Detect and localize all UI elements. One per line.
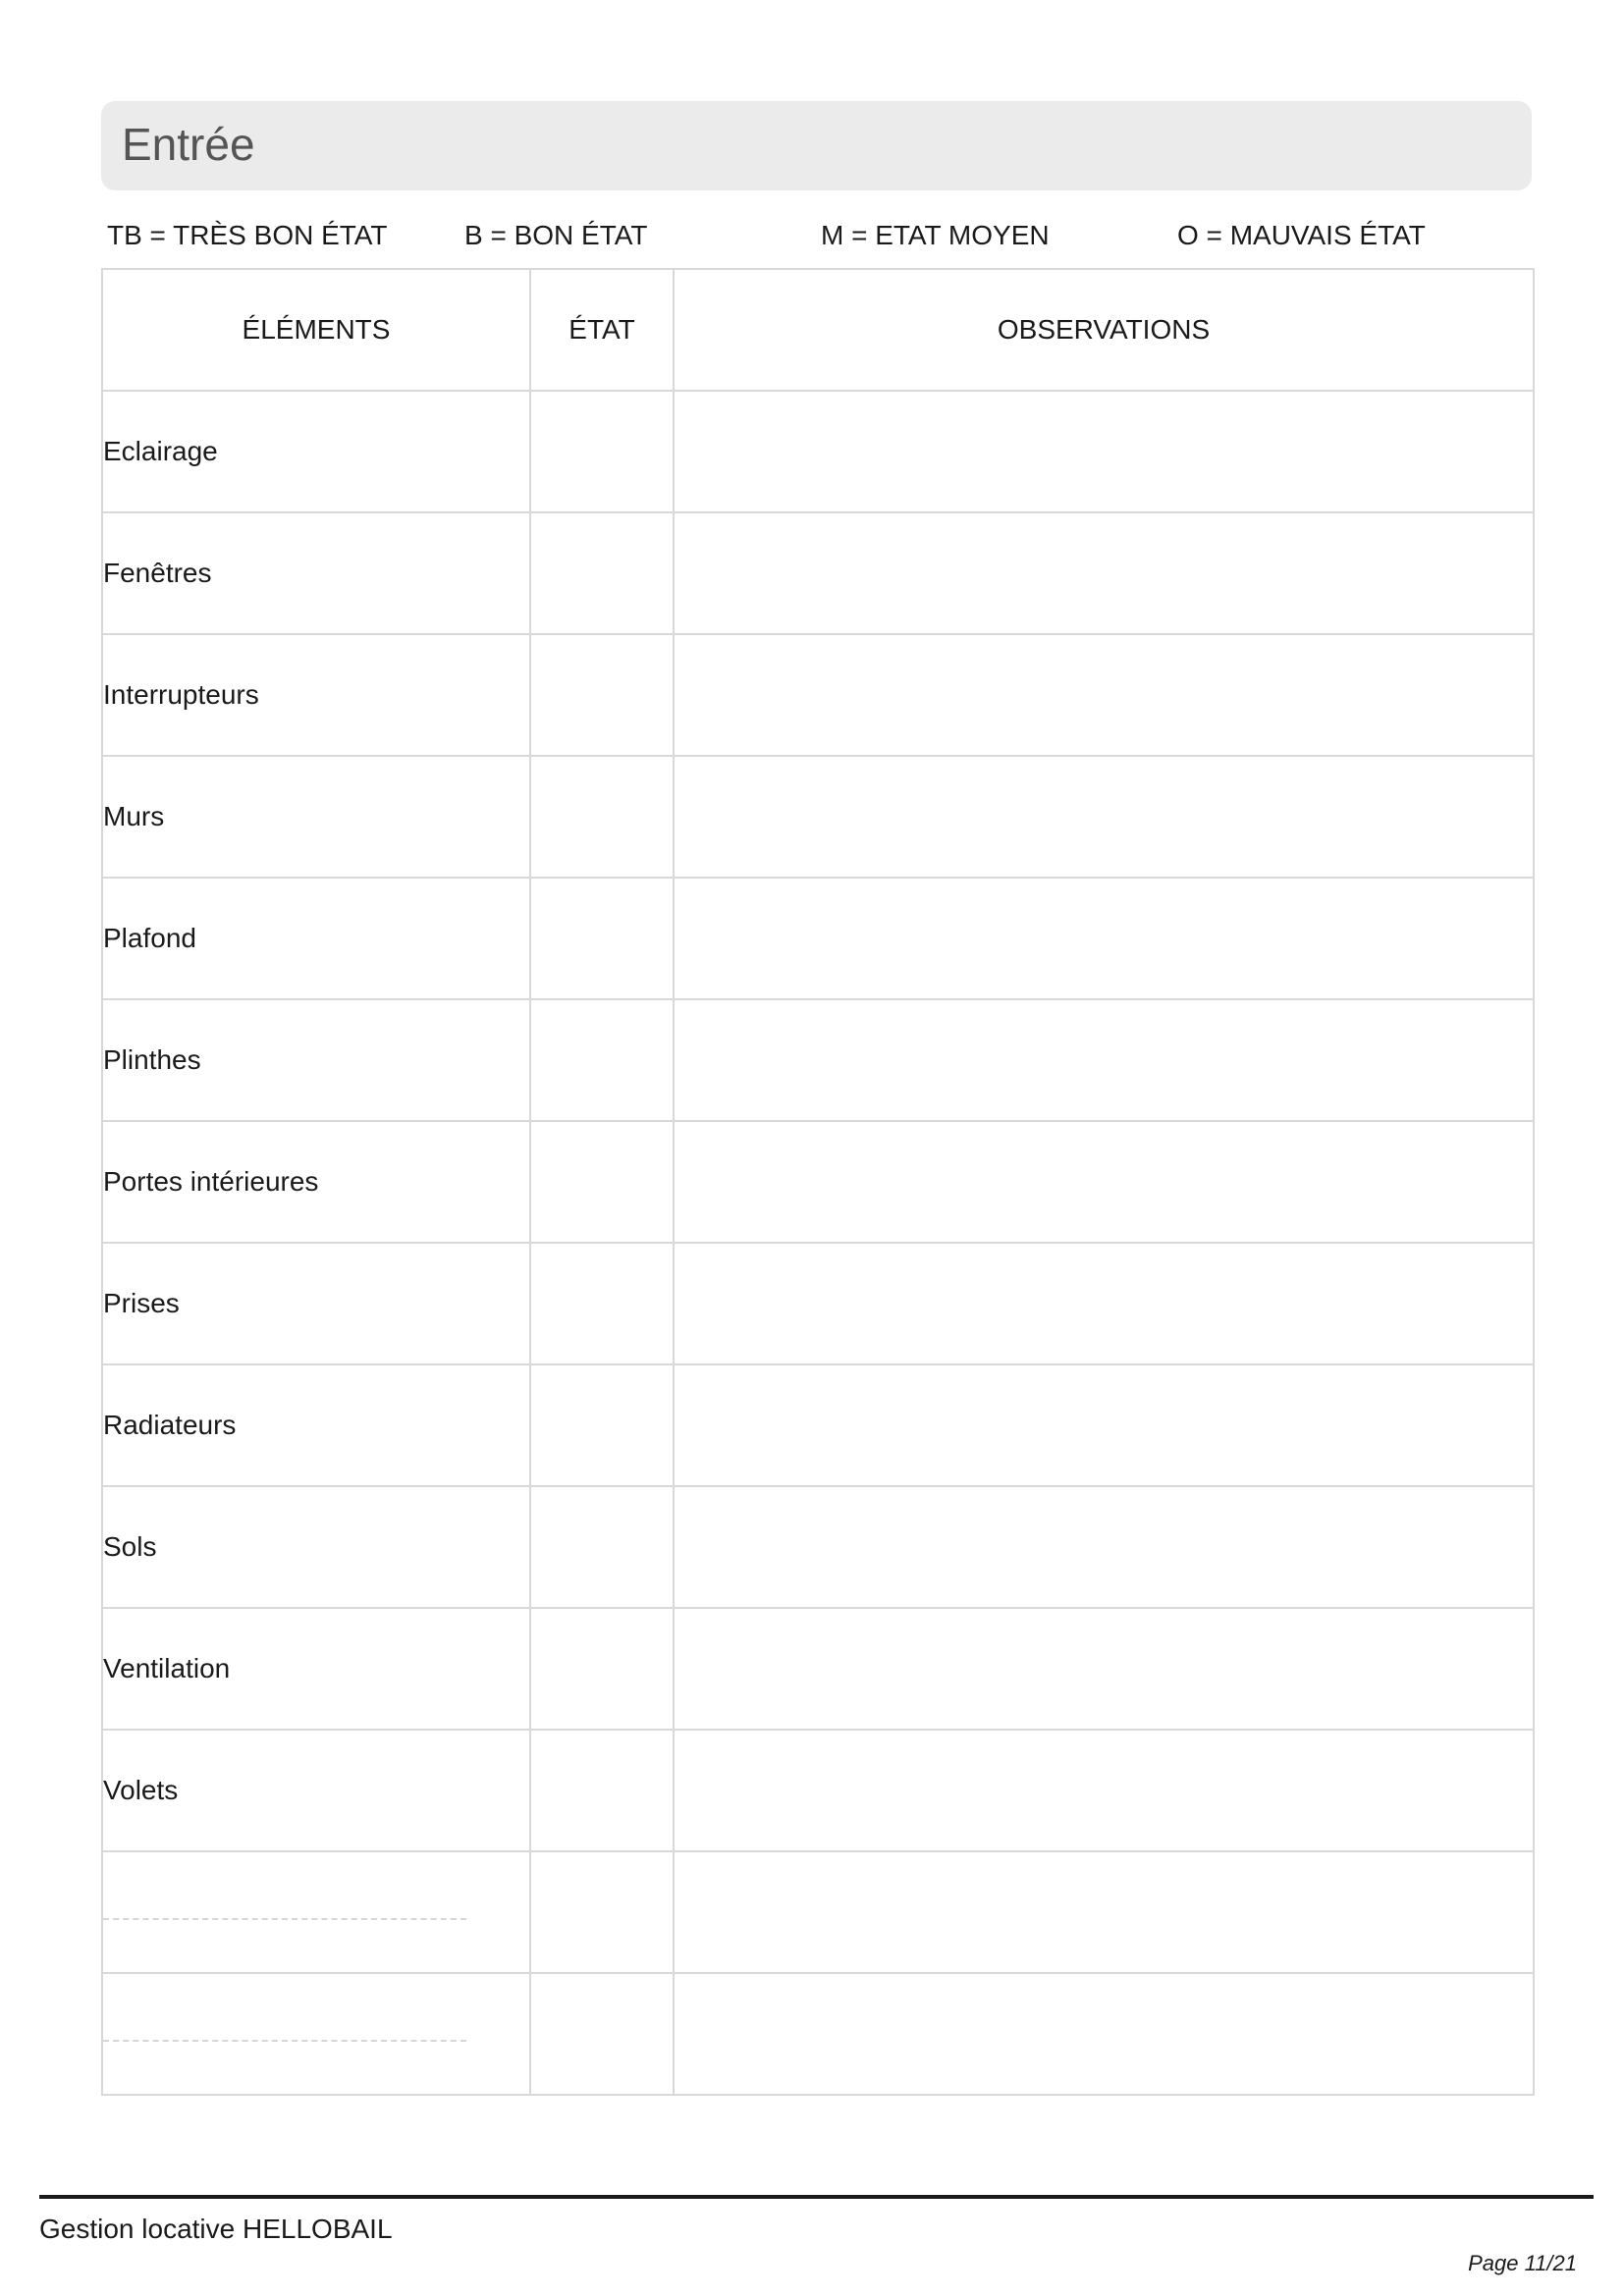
etat-cell[interactable] — [530, 756, 674, 878]
element-cell: Plafond — [102, 878, 530, 999]
footer-page-number: Page 11/21 — [1468, 2251, 1577, 2275]
element-cell: Volets — [102, 1730, 530, 1851]
observations-cell[interactable] — [674, 1608, 1534, 1730]
legend-tres-bon-etat: TB = TRÈS BON ÉTAT — [107, 220, 388, 250]
observations-cell[interactable] — [674, 1121, 1534, 1243]
blank-element-cell[interactable] — [102, 1851, 530, 1973]
table-row — [102, 1364, 1534, 1486]
table-row — [102, 1730, 1534, 1851]
element-cell: Portes intérieures — [102, 1121, 530, 1243]
header-etat: ÉTAT — [530, 269, 674, 391]
observations-cell[interactable] — [674, 999, 1534, 1121]
etat-cell[interactable] — [530, 1486, 674, 1608]
blank-element-cell[interactable] — [102, 1973, 530, 2095]
blank-table-row — [102, 1973, 1534, 2095]
table-row — [102, 1121, 1534, 1243]
observations-cell[interactable] — [674, 1364, 1534, 1486]
element-cell: Prises — [102, 1243, 530, 1364]
dashed-placeholder-line — [103, 1918, 466, 1920]
observations-cell[interactable] — [674, 512, 1534, 634]
element-cell: Eclairage — [102, 391, 530, 512]
element-cell: Plinthes — [102, 999, 530, 1121]
table-row — [102, 1608, 1534, 1730]
observations-cell[interactable] — [674, 1486, 1534, 1608]
observations-cell[interactable] — [674, 1973, 1534, 2095]
etat-cell[interactable] — [530, 1730, 674, 1851]
table-header-row — [102, 269, 1534, 391]
table-row — [102, 878, 1534, 999]
header-observations: OBSERVATIONS — [674, 269, 1534, 391]
footer-divider — [39, 2195, 1594, 2199]
etat-cell[interactable] — [530, 634, 674, 756]
etat-cell[interactable] — [530, 391, 674, 512]
etat-cell[interactable] — [530, 878, 674, 999]
etat-cell[interactable] — [530, 1608, 674, 1730]
legend-bon-etat: B = BON ÉTAT — [464, 220, 648, 250]
table-row — [102, 512, 1534, 634]
observations-cell[interactable] — [674, 1243, 1534, 1364]
inventory-table — [101, 268, 1535, 2096]
section-header — [101, 101, 1532, 190]
etat-cell[interactable] — [530, 999, 674, 1121]
legend-etat-moyen: M = ETAT MOYEN — [821, 220, 1050, 250]
element-cell: Murs — [102, 756, 530, 878]
etat-cell[interactable] — [530, 1851, 674, 1973]
table-row — [102, 391, 1534, 512]
etat-cell[interactable] — [530, 1973, 674, 2095]
observations-cell[interactable] — [674, 1851, 1534, 1973]
element-cell: Interrupteurs — [102, 634, 530, 756]
header-elements: ÉLÉMENTS — [102, 269, 530, 391]
inventory-body — [102, 391, 1534, 2095]
etat-cell[interactable] — [530, 512, 674, 634]
etat-cell[interactable] — [530, 1121, 674, 1243]
element-cell: Fenêtres — [102, 512, 530, 634]
etat-cell[interactable] — [530, 1243, 674, 1364]
table-row — [102, 756, 1534, 878]
observations-cell[interactable] — [674, 1730, 1534, 1851]
element-cell: Radiateurs — [102, 1364, 530, 1486]
legend-mauvais-etat: O = MAUVAIS ÉTAT — [1177, 220, 1426, 250]
observations-cell[interactable] — [674, 634, 1534, 756]
observations-cell[interactable] — [674, 756, 1534, 878]
element-cell: Sols — [102, 1486, 530, 1608]
etat-cell[interactable] — [530, 1364, 674, 1486]
table-row — [102, 999, 1534, 1121]
observations-cell[interactable] — [674, 878, 1534, 999]
blank-table-row — [102, 1851, 1534, 1973]
section-title: Entrée — [122, 119, 255, 170]
observations-cell[interactable] — [674, 391, 1534, 512]
element-cell: Ventilation — [102, 1608, 530, 1730]
footer-company: Gestion locative HELLOBAIL — [39, 2214, 393, 2244]
table-row — [102, 1243, 1534, 1364]
dashed-placeholder-line — [103, 2040, 466, 2042]
table-row — [102, 634, 1534, 756]
table-row — [102, 1486, 1534, 1608]
